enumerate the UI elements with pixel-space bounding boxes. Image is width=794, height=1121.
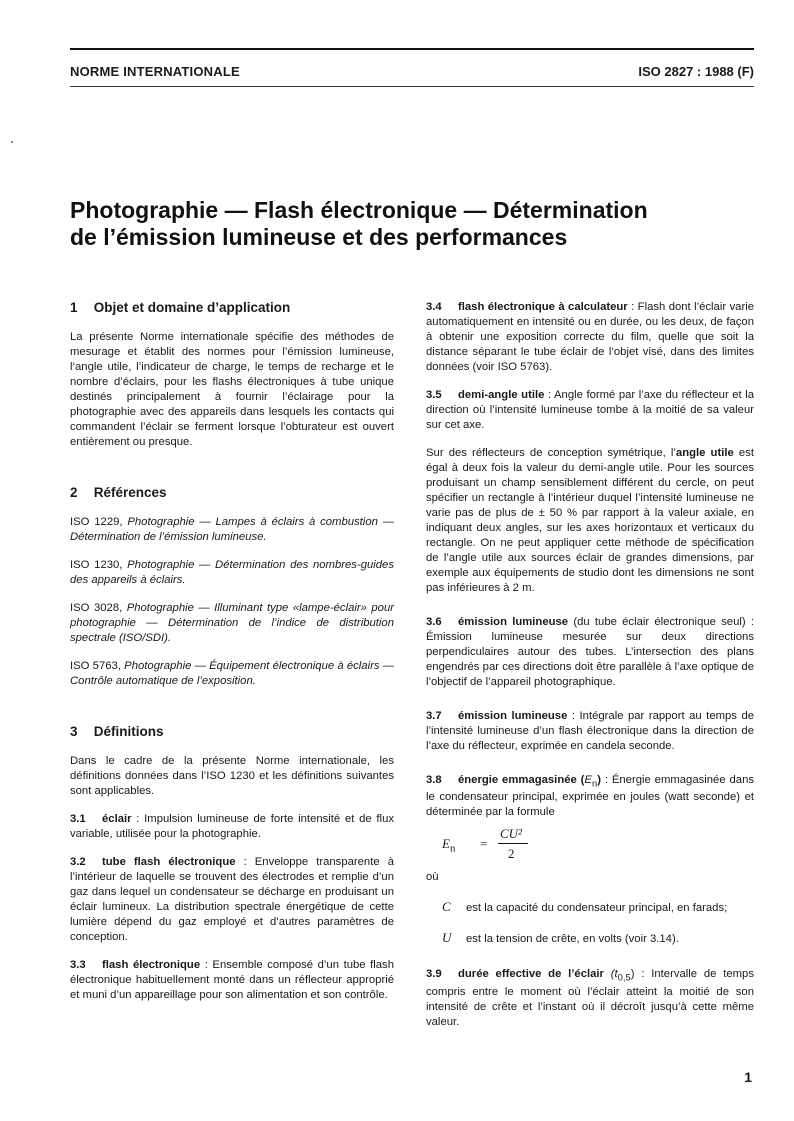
definition-3-6: 3.6 émission lumineuse (du tube éclair électronique seul) : Émission lumineuse mesurée sur deux directions perpendiculaires autour des tubes. L’intersection des plans engendrés par ces directions doit être parallèle à l’axe optique de l’objectif de l’appareil photographique. (426, 616, 755, 688)
definition-3-2: 3.2 tube flash électronique : Enveloppe transparente à l’intérieur de laquelle se trouvent des électrodes et remplie d’un gaz dans lequel un condensateur se décharge en produisant un éclair lumineux. La distribution spectrale énergétique de cette lumière dépend du gaz employé et d’autres paramètres de conception. (70, 856, 394, 943)
reference-item: ISO 3028, Photographie — Illuminant type «lampe-éclair» pour photographie — Détermination de l’indice de distribution spectrale (ISO/SDI). (70, 602, 395, 644)
definition-3-4: 3.4 flash électronique à calculateur : Flash dont l’éclair varie automatiquement en intensité ou en durée, ou les deux, de façon à obtenir une exposition correcte du film, quelle que soit la distance séparant le tube éclair de l’objet visé, dans des limites données (voir ISO 5763). (426, 301, 755, 373)
formula-equals: = (480, 836, 488, 852)
definition-3-5: 3.5 demi-angle utile : Angle formé par l’axe du réflecteur et la direction où l’intensité lumineuse tombe à la moitié de sa valeur sur cet axe. (426, 389, 755, 431)
header-standard-type: NORME INTERNATIONALE (70, 64, 240, 79)
section-2-heading: 2 Références (70, 485, 167, 500)
definition-3-1: 3.1 éclair : Impulsion lumineuse de forte intensité et de flux variable, utilisée pour la photographie. (70, 813, 395, 840)
section-1-text: La présente Norme internationale spécifie des méthodes de mesurage et établit des normes pour l’émission lumineuse, l’angle utile, l’indicateur de charge, le temps de recharge et le nombre d’éclairs, pour les flashs électroniques à tube unique destinés principalement à fournir l’éclairage pour la photographie avec des appareils dans lesquels les contacts qui commandent l’éclair se ferment lorsque l’obturateur est ouvert entièrement ou presque. (70, 331, 394, 448)
left-column (70, 300, 394, 1016)
definition-3-9: 3.9 durée effective de l’éclair $(t_{0,5})$ : Intervalle de temps compris entre le moment où l’éclair atteint la moitié de son intensité de crête et l’instant où il décroît jusqu’à cette même valeur. (426, 968, 754, 1028)
section-1-heading: 1 Objet et domaine d’application (70, 300, 291, 315)
definition-3-7: 3.7 émission lumineuse : Intégrale par rapport au temps de l’intensité lumineuse d’un flash électronique dans la direction de l’axe du réflecteur, exprimée en candela seconde. (426, 710, 755, 752)
definition-3-3: 3.3 flash électronique : Ensemble composé d’un tube flash électronique habituellement monté dans un réflecteur approprié et muni d’un appareillage pour son alimentation et son contrôle. (70, 959, 394, 1001)
right-column (426, 300, 754, 1043)
reference-item: ISO 5763, Photographie — Équipement électronique à éclairs — Contrôle automatique de l’exposition. (70, 660, 395, 687)
stored-energy-formula (442, 826, 754, 860)
header-standard-number: ISO 2827 : 1988 (F) (638, 64, 754, 79)
reference-item: ISO 1230, Photographie — Détermination des nombres-guides des appareils à éclairs. (70, 559, 394, 586)
reference-item: ISO 1229, Photographie — Lampes à éclairs à combustion — Détermination de l’émission lumineuse. (70, 516, 394, 543)
formula-numerator: CU² (500, 826, 522, 842)
page-number: 1 (744, 1069, 752, 1085)
fraction-bar (498, 843, 528, 844)
definition-3-5-note: Sur des réflecteurs de conception symétrique, l’angle utile est égal à deux fois la valeur du demi-angle utile. Pour les sources produisant un champ sensiblement différent du cercle, on peut spécifier un rectangle à l’intérieur duquel l’intensité lumineuse ne varie pas de plus de ± 50 % par rapport à la valeur axiale, en indiquant deux angles, sur les axes horizontaux et verticaux du rectangle. On ne peut appliquer cette méthode de spécification de l’angle utile aux sources éclair de grandes dimensions, par exemple aux équipements de studio dont les dimensions ne sont pas inférieures à 2 m. (426, 447, 754, 594)
formula-lhs: $E_n$ (442, 836, 456, 855)
where-item: U est la tension de crête, en volts (voir 3.14). (442, 930, 679, 946)
header-rule (70, 86, 754, 87)
formula-denominator: 2 (508, 846, 515, 862)
title-line-1: Photographie — Flash électronique — Détermination (70, 197, 648, 223)
title-line-2: de l’émission lumineuse et des performances (70, 224, 568, 250)
document-title (70, 197, 750, 251)
top-rule (70, 48, 754, 50)
page-header (70, 64, 754, 84)
scan-speck (11, 141, 13, 143)
definition-3-8: 3.8 énergie emmagasinée $(E_n)$ : Énergie emmagasinée dans le condensateur principal, exprimée en joules (watt seconde) et déterminée par la formule (426, 774, 754, 819)
section-3-heading: 3 Définitions (70, 724, 164, 739)
where-label: où (426, 871, 439, 884)
section-3-intro: Dans le cadre de la présente Norme internationale, les définitions données dans l’ISO 1230 et les définitions suivantes sont applicables. (70, 755, 394, 797)
where-item: C est la capacité du condensateur principal, en farads; (442, 899, 728, 915)
